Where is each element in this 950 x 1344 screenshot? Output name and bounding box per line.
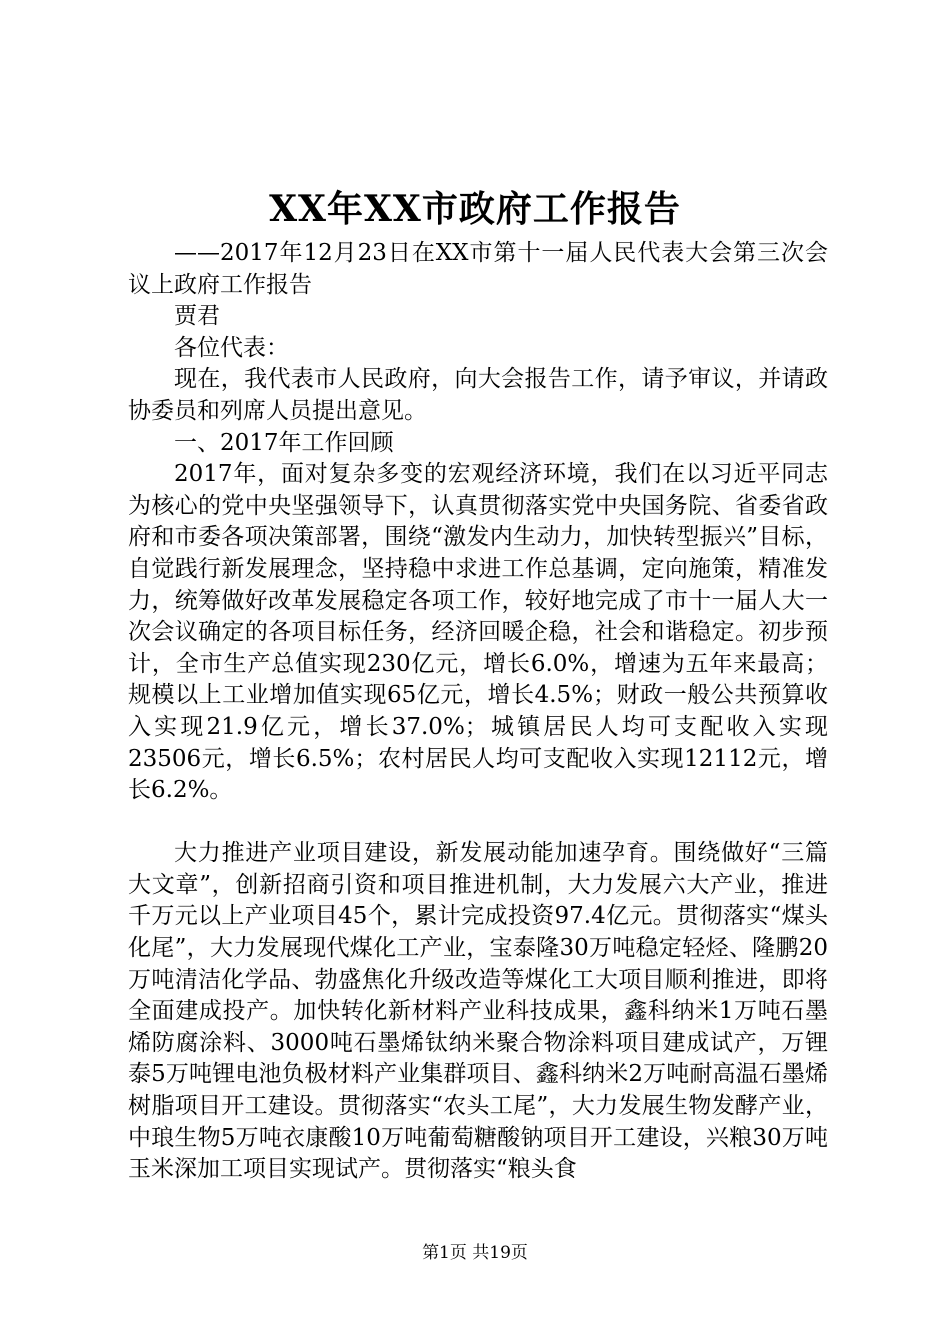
subtitle-paragraph: ——2017年12月23日在XX市第十一届人民代表大会第三次会议上政府工作报告 bbox=[128, 240, 828, 298]
salutation: 各位代表： bbox=[174, 334, 289, 361]
page-number-footer: 第1页 共19页 bbox=[422, 1243, 528, 1263]
review-paragraph: 2017年，面对复杂多变的宏观经济环境，我们在以习近平同志为核心的党中央坚强领导下，认真贯彻落实党中央国务院、省委省政府和市委各项决策部署，围绕“激发内生动力，加快转型振兴”目标，自觉践行新发展理念，坚持稳中求进工作总基调，定向施策，精准发力，统筹做好改革发展稳定各项工作，较好地完成了市十一届人大一次会议确定的各项目标任务，经济回暖企稳，社会和谐稳定。初步预计，全市生产总值实现230亿元，增长6.0%，增速为五年来最高；规模以上工业增加值实现65亿元，增长4.5%；财政一般公共预算收入实现21.9亿元，增长37.0%；城镇居民人均可支配收入实现23506元，增长6.5%；农村居民人均可支配收入实现12112元，增长6.2%。 bbox=[128, 461, 828, 804]
author-line: 贾君 bbox=[174, 303, 220, 330]
document-title: XX年XX市政府工作报告 bbox=[269, 188, 681, 230]
industry-paragraph: 大力推进产业项目建设，新发展动能加速孕育。围绕做好“三篇大文章”，创新招商引资和项目推进机制，大力发展六大产业，推进千万元以上产业项目45个，累计完成投资97.4亿元。贯彻落实“煤头化尾”，大力发展现代煤化工产业，宝泰隆30万吨稳定轻烃、隆鹏20万吨清洁化学品、勃盛焦化升级改造等煤化工大项目顺利推进，即将全面建成投产。加快转化新材料产业科技成果，鑫科纳米1万吨石墨烯防腐涂料、3000吨石墨烯钛纳米聚合物涂料项目建成试产，万锂泰5万吨锂电池负极材料产业集群项目、鑫科纳米2万吨耐高温石墨烯树脂项目开工建设。贯彻落实“农头工尾”，大力发展生物发酵产业，中琅生物5万吨衣康酸10万吨葡萄糖酸钠项目开工建设，兴粮30万吨玉米深加工项目实现试产。贯彻落实“粮头食 bbox=[128, 840, 828, 1183]
opening-paragraph: 现在，我代表市人民政府，向大会报告工作，请予审议，并请政协委员和列席人员提出意见。 bbox=[128, 366, 828, 424]
section-heading: 一、2017年工作回顾 bbox=[174, 429, 394, 456]
document-body bbox=[128, 238, 828, 1186]
